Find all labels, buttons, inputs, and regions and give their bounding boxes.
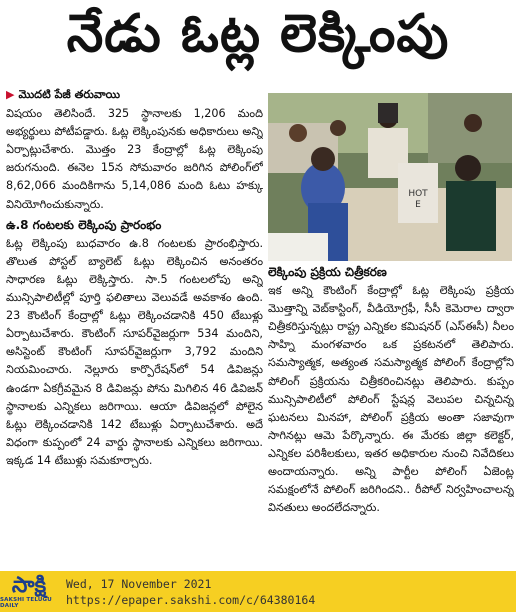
sakshi-logo — [0, 571, 58, 612]
photo-caption: లెక్కింపు ప్రక్రియ చిత్రీకరణ — [268, 265, 387, 279]
epaper-url[interactable]: https://epaper.sakshi.com/c/64380164 — [66, 592, 316, 607]
play-arrow-icon: ▶ — [6, 88, 15, 101]
article-paragraph: ఇక అన్ని కౌంటింగ్ కేంద్రాల్లో ఓట్ల లెక్కింపు ప్రక్రియ మొత్తాన్ని వెబ్‌కాస్టింగ్, వీడియోగ్రఫీ, సీసీ కెమెరాల ద్వారా చిత్రీకరిస్తున్నట్లు రాష్ట్ర ఎన్నికల కమిషనర్ (ఎస్ఈసీ) నీలం సాహ్ని మంగళవారం ఒక ప్రకటనలో తెలిపారు. సమస్యాత్మక, అత్యంత సమస్యాత్మక పోలింగ్ కేంద్రాల్లోని పోలింగ్ ప్రక్రియను చిత్రీకరించినట్లు తెలిపారు. కుప్పం మున్సిపాలిటీలో పోలింగ్ స్టేషన్ల వెలుపల చిన్నచిన్న ఘటనలు మినహా, పోలింగ్ ప్రక్రియ అంతా సజావుగా సాగినట్లు ఆమె పేర్కొన్నారు. ఈ మేరకు జిల్లా కలెక్టర్, ఎన్నికల పరిశీలకులు, ఇతర అధికారుల నుంచి నివేదికలు అందాయన్నారు. అన్ని పార్టీల పోలింగ్ ఏజెంట్ల సమక్షంలోనే పోలింగ్ జరిగిందని.. రీపోల్ నిర్వహించాలన్న వినతులు అందలేదన్నారు. — [268, 284, 514, 515]
headline: నేడు ఓట్ల లెక్కింపు — [66, 3, 450, 64]
logo-subtitle: SAKSHI TELUGU DAILY — [0, 596, 52, 609]
edition-date: Wed, 17 November 2021 — [66, 576, 212, 591]
footer-bar — [0, 571, 516, 612]
box-label: E — [415, 200, 421, 210]
subheading: ఉ.8 గంటలకు లెక్కింపు ప్రారంభం — [6, 217, 162, 232]
continuation-text: మొదటి పేజీ తరువాయి — [18, 88, 120, 101]
continuation-label — [6, 86, 263, 104]
logo-text: సాక్షి — [11, 572, 47, 598]
right-column — [268, 263, 514, 553]
box-label: HOT — [408, 189, 428, 199]
article-paragraph: ఓట్ల లెక్కింపు బుధవారం ఉ.8 గంటలకు ప్రారంభిస్తారు. తొలుత పోస్టల్ బ్యాలెట్ ఓట్లు లెక్కించిన అనంతరం సాధారణ ఓట్లు లెక్కిస్తారు. సా.5 గంటలలోపు అన్ని మున్సిపాలిటీల్లో పూర్తి ఫలితాలు వెలువడే అవకాశం ఉంది. 23 కౌంటింగ్ కేంద్రాల్లో ఓట్లు లెక్కించడానికి 450 టేబుళ్లు ఏర్పాటుచేశారు. కౌంటింగ్ సూపర్‌వైజర్లుగా 534 మందిని, అసిస్టెంట్ కౌంటింగ్ సూపర్‌వైజర్లుగా 3,792 మందిని నియమించారు. నెల్లూరు కార్పొరేషన్‌లో 54 డివిజన్లు ఉండగా ఏకగ్రీవమైన 8 డివిజన్లు పోను మిగిలిన 46 డివిజన్ స్థానాలకు ఎన్నికలు జరిగాయి. ఆయా డివిజన్లలో పోలైన ఓట్లు లెక్కించడానికి 142 టేబుళ్లు ఏర్పాటుచేశారు. అదే విధంగా కుప్పంలో 24 వార్డు స్థానాలకు ఎన్నికలు జరిగాయి. ఇక్కడ 14 టేబుళ్లు సమకూర్చారు. — [6, 236, 263, 467]
article-paragraph: విషయం తెలిసిందే. 325 స్థానాలకు 1,206 మంది అభ్యర్థులు పోటీపడ్డారు. ఓట్ల లెక్కింపునకు అధికారులు అన్ని ఏర్పాట్లుచేశారు. మొత్తం 23 కేంద్రాల్లో ఓట్ల లెక్కింపు జరుగనుంది. ఈనెల 15న సోమవారం జరిగిన పోలింగ్‌లో 8,62,066 మందికిగాను 5,14,086 మంది ఓటు హక్కు వినియోగించుకున్నారు. — [6, 107, 263, 211]
counting-photo — [268, 93, 512, 261]
left-column — [6, 86, 263, 556]
footer-info — [66, 576, 315, 608]
